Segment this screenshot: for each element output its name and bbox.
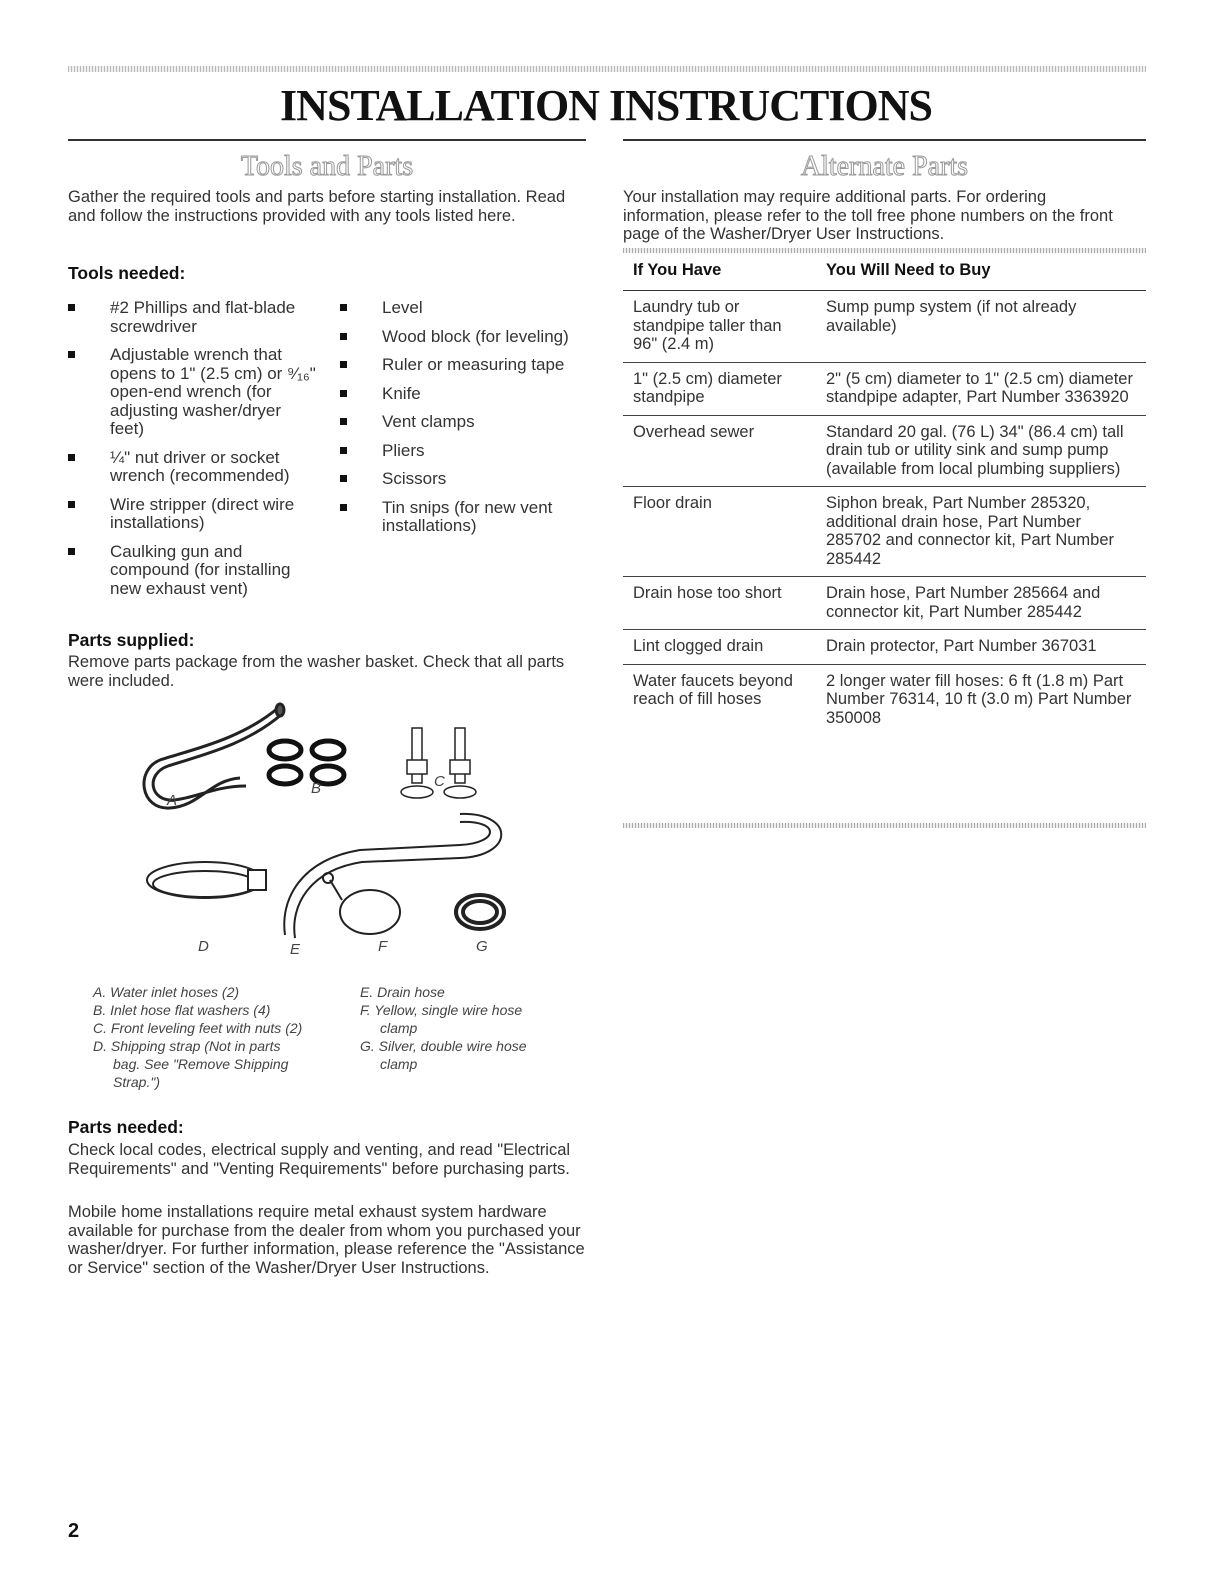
parts-needed-paragraph-1: Check local codes, electrical supply and venting, and read "Electrical Requirements" and "Venting Requirements" before purchasing parts.: [68, 1141, 571, 1178]
bullet-icon: [340, 447, 347, 454]
list-item: ¼" nut driver or socket wrench (recommended): [68, 449, 318, 486]
cell-buy: 2 longer water fill hoses: 6 ft (1.8 m) Part Number 76314, 10 ft (3.0 m) Part Number 350008: [826, 671, 1132, 727]
cell-have: Laundry tub or standpipe taller than 96" (2.4 m): [623, 291, 816, 363]
section-title-tools-and-parts: Tools and Parts: [240, 151, 414, 182]
top-decorative-bar: [68, 66, 1146, 72]
list-item: Ruler or measuring tape: [340, 356, 580, 375]
parts-needed-heading: Parts needed:: [68, 1117, 184, 1137]
cell-have: Lint clogged drain: [623, 630, 816, 665]
part-label-c: C: [434, 773, 445, 790]
parts-needed-paragraph-2: Mobile home installations require metal exhaust system hardware available for purchase from the dealer from whom you purchased your washer/dryer. For further information, please reference the "Assistance or Service" section of the Washer/Dryer User Instructions.: [68, 1203, 585, 1277]
cell-buy: Siphon break, Part Number 285320, additional drain hose, Part Number 285702 and connector kit, Part Number 285442: [816, 487, 1146, 577]
part-label-f: F: [378, 938, 388, 955]
parts-captions-col2: E. Drain hose F. Yellow, single wire hose clamp G. Silver, double wire hose clamp: [360, 984, 527, 1072]
page-number: 2: [68, 1520, 80, 1542]
parts-illustration: [130, 700, 550, 970]
single-wire-clamp-icon: [323, 873, 400, 934]
cell-buy: 2" (5 cm) diameter to 1" (2.5 cm) diameter standpipe adapter, Part Number 3363920: [816, 362, 1146, 415]
bullet-icon: [340, 475, 347, 482]
bullet-icon: [68, 454, 75, 461]
cell-have: Drain hose too short: [623, 577, 816, 630]
bullet-icon: [68, 501, 75, 508]
water-inlet-hoses-icon: [144, 704, 284, 808]
list-item: #2 Phillips and flat-blade screwdriver: [68, 299, 318, 336]
list-item: Adjustable wrench that opens to 1" (2.5 cm) or ⁹⁄₁₆" open-end wrench (for adjusting washer/dryer feet): [68, 346, 318, 439]
table-row: [623, 664, 1146, 735]
section-title-alternate-parts: Alternate Parts: [800, 151, 969, 182]
list-item: Level: [340, 299, 580, 318]
bullet-icon: [340, 418, 347, 425]
table-row: [623, 487, 1146, 577]
cell-have: Floor drain: [623, 487, 816, 577]
tools-list-col1: [68, 299, 318, 608]
flat-washers-icon: [269, 741, 344, 784]
list-item: Wood block (for leveling): [340, 328, 580, 347]
column-header-you-will-need-to-buy: You Will Need to Buy: [816, 258, 1146, 291]
bullet-icon: [340, 304, 347, 311]
cell-buy: Drain hose, Part Number 285664 and connector kit, Part Number 285442: [816, 577, 1146, 630]
bullet-icon: [68, 351, 75, 358]
bullet-icon: [340, 361, 347, 368]
cell-have: Overhead sewer: [623, 415, 816, 487]
alternate-parts-intro: Your installation may require additional parts. For ordering information, please refer to the toll free phone numbers on the front page of the Washer/Dryer User Instructions.: [623, 188, 1113, 243]
table-row: [623, 415, 1146, 487]
list-item: Scissors: [340, 470, 580, 489]
parts-supplied-heading: Parts supplied:: [68, 630, 195, 650]
part-label-a: A: [167, 792, 178, 809]
table-row: [623, 291, 1146, 363]
page-title: INSTALLATION INSTRUCTIONS: [280, 81, 932, 130]
right-rule: [623, 139, 1146, 141]
table-header-row: [623, 258, 1146, 291]
list-item: Caulking gun and compound (for installing new exhaust vent): [68, 543, 318, 599]
table-top-divider: [623, 248, 1146, 253]
bullet-icon: [340, 333, 347, 340]
cell-buy: Sump pump system (if not already available): [816, 291, 1146, 363]
cell-buy: Drain protector, Part Number 367031: [816, 630, 1146, 665]
tools-list-col2: [340, 299, 580, 546]
list-item: Knife: [340, 385, 580, 404]
double-wire-clamp-icon: [456, 895, 504, 929]
part-label-b: B: [311, 780, 322, 797]
bullet-icon: [68, 548, 75, 555]
tools-intro: Gather the required tools and parts before starting installation. Read and follow the instructions provided with any tools listed here.: [68, 188, 566, 225]
cell-have: Water faucets beyond reach of fill hoses: [633, 671, 793, 708]
bullet-icon: [340, 504, 347, 511]
part-label-d: D: [198, 938, 209, 955]
bullet-icon: [68, 304, 75, 311]
part-label-e: E: [290, 941, 301, 958]
list-item: Wire stripper (direct wire installations): [68, 496, 318, 533]
list-item: Vent clamps: [340, 413, 580, 432]
bullet-icon: [340, 390, 347, 397]
cell-buy: Standard 20 gal. (76 L) 34" (86.4 cm) tall drain tub or utility sink and sump pump (available from local plumbing suppliers): [816, 415, 1146, 487]
alternate-parts-table: [623, 258, 1146, 735]
parts-supplied-text: Remove parts package from the washer basket. Check that all parts were included.: [68, 653, 565, 690]
table-row: [623, 577, 1146, 630]
table-row: [623, 362, 1146, 415]
column-header-if-you-have: If You Have: [623, 258, 816, 291]
left-rule: [68, 139, 586, 141]
table-bottom-divider: [623, 823, 1146, 828]
tools-needed-heading: Tools needed:: [68, 263, 186, 283]
list-item: Tin snips (for new vent installations): [340, 499, 580, 536]
table-row: [623, 630, 1146, 665]
shipping-strap-icon: [147, 862, 266, 898]
parts-captions-col1: A. Water inlet hoses (2) B. Inlet hose flat washers (4) C. Front leveling feet with nuts (2) D. Shipping strap (Not in parts bag. See "Remove Shipping Strap."): [93, 984, 303, 1090]
list-item: Pliers: [340, 442, 580, 461]
part-label-g: G: [476, 938, 488, 955]
cell-have: 1" (2.5 cm) diameter standpipe: [623, 362, 816, 415]
